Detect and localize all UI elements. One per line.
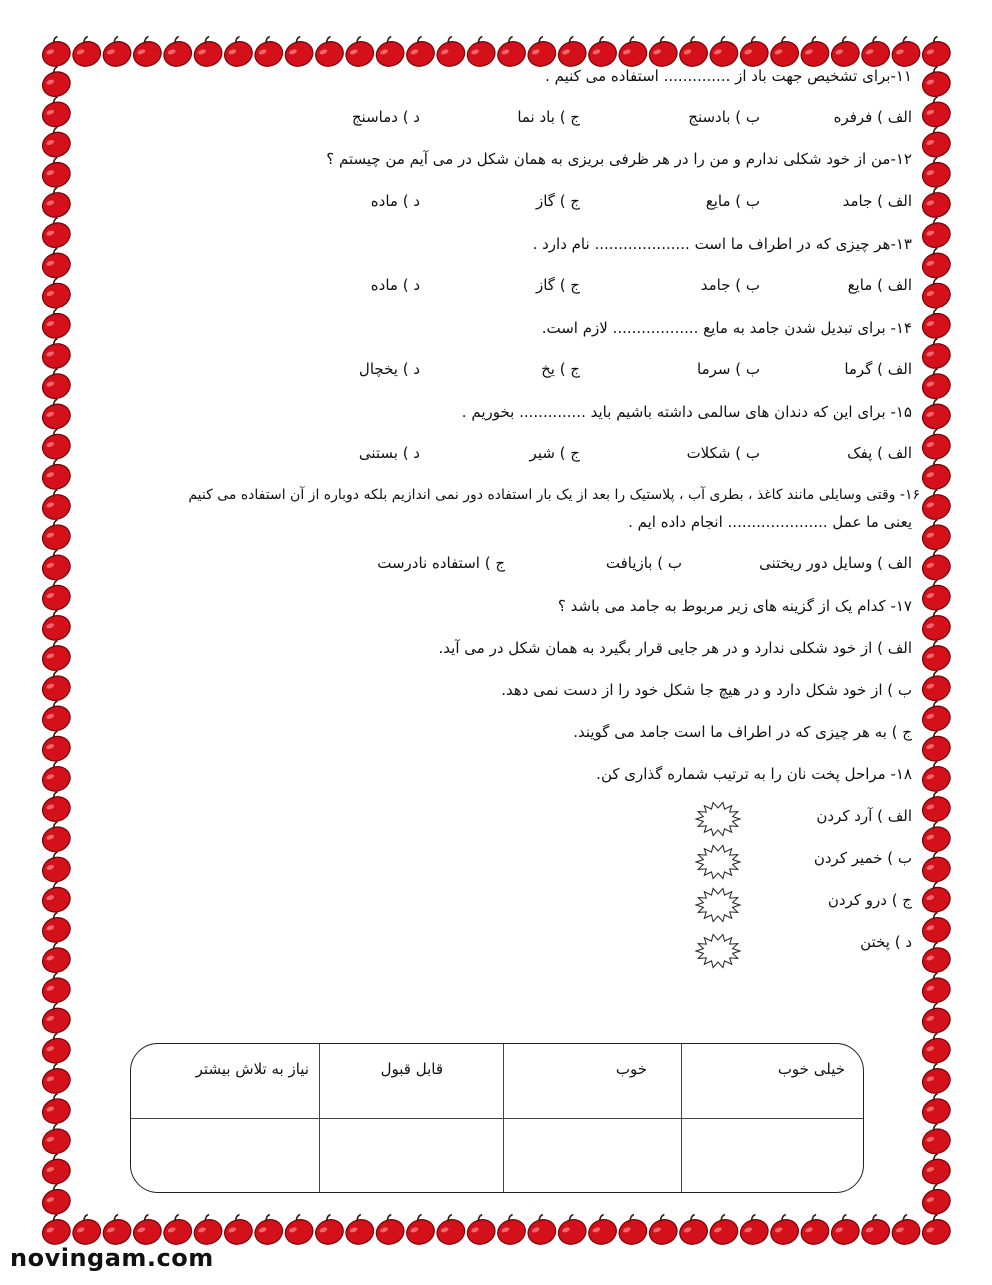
apple-icon — [38, 910, 74, 946]
option-a: الف ) گرما — [844, 360, 912, 378]
apple-icon — [918, 397, 954, 433]
option-d: د ) ماده — [370, 276, 420, 294]
question-13-options — [90, 276, 912, 298]
apple-icon — [796, 34, 832, 70]
option-c: ج ) گاز — [535, 276, 580, 294]
apple-icon — [918, 970, 954, 1006]
apple-icon — [554, 34, 590, 70]
apple-icon — [38, 699, 74, 735]
apple-icon — [918, 608, 954, 644]
apple-icon — [918, 427, 954, 463]
apple-icon — [918, 1152, 954, 1188]
apple-icon — [341, 1212, 377, 1248]
grade-box-needs-effort[interactable] — [133, 1119, 321, 1191]
apple-icon — [918, 34, 954, 70]
apple-icon — [38, 397, 74, 433]
apple-icon — [736, 1212, 772, 1248]
apple-icon — [918, 729, 954, 765]
option-b: ب ) بازیافت — [605, 554, 682, 572]
option-d: د ) دماسنج — [351, 108, 420, 126]
apple-icon — [38, 215, 74, 251]
apple-icon — [38, 246, 74, 282]
apple-icon — [38, 1001, 74, 1037]
apple-icon — [250, 1212, 286, 1248]
apple-icon — [918, 64, 954, 100]
apple-icon — [402, 1212, 438, 1248]
question-15-options — [90, 444, 912, 466]
apple-icon — [614, 34, 650, 70]
option-c: ج ) باد نما — [517, 108, 580, 126]
option-c: ج ) گاز — [535, 192, 580, 210]
apple-icon — [887, 34, 923, 70]
option-c: ج ) استفاده نادرست — [377, 554, 505, 572]
apple-icon — [38, 548, 74, 584]
grade-good: خوب — [615, 1060, 647, 1078]
apple-icon — [220, 34, 256, 70]
apple-icon — [38, 578, 74, 614]
apple-icon — [675, 1212, 711, 1248]
apple-icon — [918, 880, 954, 916]
question-18: ۱۸- مراحل پخت نان را به ترتیب شماره گذاری کن. — [596, 765, 912, 783]
apple-icon — [887, 1212, 923, 1248]
grade-very-good: خیلی خوب — [777, 1060, 845, 1078]
apple-icon — [554, 1212, 590, 1248]
option-d: د ) بستنی — [358, 444, 420, 462]
apple-icon — [766, 1212, 802, 1248]
apple-icon — [38, 970, 74, 1006]
apple-icon — [38, 1122, 74, 1158]
apple-icon — [38, 1152, 74, 1188]
apple-icon — [918, 487, 954, 523]
apple-icon — [372, 34, 408, 70]
option-c: ج ) یخ — [541, 360, 580, 378]
option-b: ب ) شکلات — [686, 444, 760, 462]
grade-acceptable: قابل قبول — [380, 1060, 443, 1078]
apple-icon — [38, 427, 74, 463]
apple-icon — [918, 850, 954, 886]
apple-icon — [463, 34, 499, 70]
grade-box-good[interactable] — [503, 1119, 681, 1191]
option-b: ب ) بادسنج — [688, 108, 760, 126]
option-b: ب ) سرما — [697, 360, 760, 378]
apple-icon — [38, 457, 74, 493]
option-b: ب ) مایع — [705, 192, 760, 210]
apple-icon — [341, 34, 377, 70]
apple-icon — [523, 1212, 559, 1248]
apple-icon — [159, 1212, 195, 1248]
apple-icon — [918, 1182, 954, 1218]
question-18-step-a: الف ) آرد کردن — [816, 807, 912, 825]
apple-icon — [38, 819, 74, 855]
apple-icon — [918, 306, 954, 342]
apple-icon — [584, 34, 620, 70]
apple-icon — [38, 668, 74, 704]
question-18-step-d: د ) پختن — [860, 933, 912, 951]
apple-icon — [38, 34, 74, 70]
option-a: الف ) فرفره — [833, 108, 912, 126]
apple-icon — [38, 336, 74, 372]
apple-icon — [918, 910, 954, 946]
apple-icon — [918, 215, 954, 251]
apple-icon — [38, 729, 74, 765]
apple-icon — [129, 1212, 165, 1248]
apple-icon — [38, 1182, 74, 1218]
apple-icon — [918, 366, 954, 402]
apple-icon — [766, 34, 802, 70]
apple-icon — [250, 34, 286, 70]
question-11: ۱۱-برای تشخیص جهت باد از .............. استفاده می کنیم . — [545, 67, 912, 85]
star-answer-box-c[interactable] — [694, 886, 742, 924]
apple-icon — [918, 638, 954, 674]
apple-icon — [918, 759, 954, 795]
question-12-options — [90, 192, 912, 214]
option-c: ج ) شیر — [529, 444, 580, 462]
apple-icon — [98, 34, 134, 70]
apple-icon — [38, 789, 74, 825]
apple-icon — [614, 1212, 650, 1248]
apple-icon — [705, 34, 741, 70]
apple-icon — [38, 1061, 74, 1097]
apple-icon — [857, 34, 893, 70]
apple-icon — [918, 517, 954, 553]
apple-icon — [38, 64, 74, 100]
question-11-options — [90, 108, 912, 130]
apple-icon — [918, 155, 954, 191]
apple-icon — [493, 34, 529, 70]
apple-icon — [523, 34, 559, 70]
apple-icon — [38, 1091, 74, 1127]
apple-icon — [129, 34, 165, 70]
apple-icon — [918, 1061, 954, 1097]
apple-icon — [402, 34, 438, 70]
question-15: ۱۵- برای این که دندان های سالمی داشته باشیم باید .............. بخوریم . — [461, 403, 912, 421]
question-12: ۱۲-من از خود شکلی ندارم و من را در هر ظرفی بریزی به همان شکل در می آیم من چیستم ؟ — [326, 150, 912, 168]
apple-icon — [645, 34, 681, 70]
apple-icon — [584, 1212, 620, 1248]
apple-icon — [38, 276, 74, 312]
apple-icon — [38, 487, 74, 523]
apple-icon — [189, 34, 225, 70]
apple-icon — [38, 759, 74, 795]
apple-icon — [918, 940, 954, 976]
grade-box-acceptable[interactable] — [321, 1119, 503, 1191]
apple-icon — [918, 699, 954, 735]
apple-icon — [827, 1212, 863, 1248]
apple-icon — [918, 1031, 954, 1067]
star-answer-box-d[interactable] — [694, 932, 742, 970]
apple-icon — [918, 578, 954, 614]
apple-icon — [827, 34, 863, 70]
question-17-option-a: الف ) از خود شکلی ندارد و در هر جایی قرار بگیرد به همان شکل در می آید. — [438, 639, 912, 657]
apple-icon — [38, 1031, 74, 1067]
apple-icon — [280, 34, 316, 70]
question-18-step-b: ب ) خمیر کردن — [813, 849, 912, 867]
apple-icon — [38, 880, 74, 916]
question-16-line-2: یعنی ما عمل ..................... انجام داده ایم . — [628, 513, 912, 531]
apple-icon — [38, 366, 74, 402]
option-a: الف ) جامد — [842, 192, 912, 210]
apple-icon — [38, 517, 74, 553]
option-a: الف ) مایع — [847, 276, 912, 294]
apple-icon — [432, 1212, 468, 1248]
apple-icon — [38, 850, 74, 886]
apple-icon — [675, 34, 711, 70]
grade-needs-effort: نیاز به تلاش بیشتر — [195, 1060, 309, 1078]
apple-icon — [38, 940, 74, 976]
apple-icon — [372, 1212, 408, 1248]
option-a: الف ) وسایل دور ریختنی — [759, 554, 912, 572]
apple-icon — [645, 1212, 681, 1248]
apple-icon — [918, 95, 954, 131]
apple-icon — [98, 1212, 134, 1248]
star-answer-box-a[interactable] — [694, 800, 742, 838]
apple-icon — [918, 548, 954, 584]
apple-icon — [189, 1212, 225, 1248]
apple-icon — [918, 1212, 954, 1248]
question-17-option-b: ب ) از خود شکل دارد و در هیچ جا شکل خود را از دست نمی دهد. — [501, 681, 912, 699]
question-14-options — [90, 360, 912, 382]
question-16-options — [90, 554, 912, 576]
question-17: ۱۷- کدام یک از گزینه های زیر مربوط به جامد می باشد ؟ — [557, 597, 912, 615]
question-18-step-c: ج ) درو کردن — [827, 891, 912, 909]
apple-icon — [38, 638, 74, 674]
grading-table — [130, 1043, 864, 1193]
apple-icon — [705, 1212, 741, 1248]
apple-icon — [918, 185, 954, 221]
apple-icon — [311, 34, 347, 70]
apple-icon — [38, 155, 74, 191]
option-d: د ) یخچال — [358, 360, 420, 378]
apple-icon — [159, 34, 195, 70]
apple-icon — [463, 1212, 499, 1248]
apple-icon — [280, 1212, 316, 1248]
site-watermark: novingam.com — [10, 1244, 214, 1272]
apple-icon — [68, 34, 104, 70]
apple-icon — [918, 276, 954, 312]
apple-icon — [38, 1212, 74, 1248]
apple-icon — [918, 125, 954, 161]
apple-icon — [38, 608, 74, 644]
apple-icon — [38, 95, 74, 131]
apple-icon — [918, 457, 954, 493]
apple-icon — [918, 789, 954, 825]
apple-icon — [918, 668, 954, 704]
question-17-option-c: ج ) به هر چیزی که در اطراف ما است جامد می گویند. — [573, 723, 912, 741]
option-a: الف ) پفک — [847, 444, 912, 462]
grade-box-very-good[interactable] — [681, 1119, 863, 1191]
apple-icon — [918, 1091, 954, 1127]
apple-icon — [432, 34, 468, 70]
option-b: ب ) جامد — [700, 276, 760, 294]
apple-icon — [38, 185, 74, 221]
apple-icon — [918, 246, 954, 282]
apple-icon — [857, 1212, 893, 1248]
question-16-line-1: ۱۶- وقتی وسایلی مانند کاغذ ، بطری آب ، پلاستیک را بعد از یک بار استفاده دور نمی اندازیم بلکه دوباره از آن استفاده می کنیم — [188, 487, 920, 503]
apple-icon — [38, 125, 74, 161]
apple-icon — [311, 1212, 347, 1248]
apple-icon — [220, 1212, 256, 1248]
star-answer-box-b[interactable] — [694, 843, 742, 881]
apple-icon — [68, 1212, 104, 1248]
apple-icon — [796, 1212, 832, 1248]
apple-icon — [918, 336, 954, 372]
apple-icon — [918, 1122, 954, 1158]
apple-icon — [493, 1212, 529, 1248]
apple-icon — [918, 1001, 954, 1037]
apple-icon — [918, 819, 954, 855]
question-14: ۱۴- برای تبدیل شدن جامد به مایع .................. لازم است. — [541, 319, 912, 337]
option-d: د ) ماده — [370, 192, 420, 210]
apple-icon — [38, 306, 74, 342]
apple-icon — [736, 34, 772, 70]
question-13: ۱۳-هر چیزی که در اطراف ما است .................... نام دارد . — [532, 235, 912, 253]
